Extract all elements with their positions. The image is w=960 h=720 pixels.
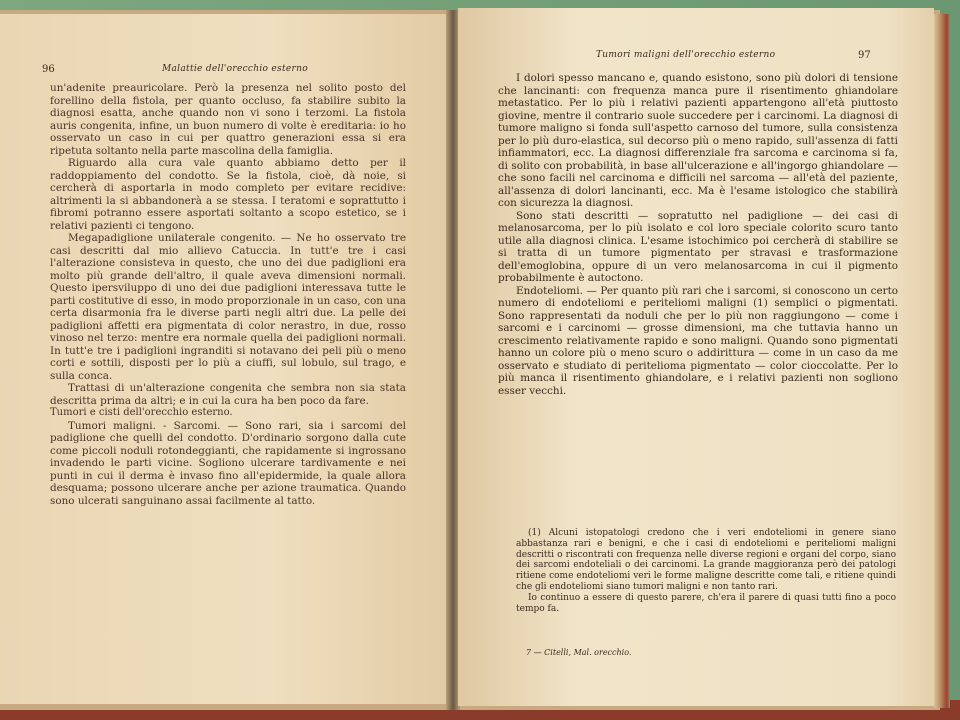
left-page-number: 96 bbox=[42, 64, 55, 75]
footnote-paragraph: Io continuo a essere di questo parere, ch'era il parere di quasi tutti fino a poco tempo fa. bbox=[516, 592, 896, 614]
book-fore-edge bbox=[934, 14, 950, 708]
right-page bbox=[458, 8, 934, 706]
paragraph: un'adenite preauricolare. Però la presenza nel solito posto del forellino della fistola, per quanto occluso, fa stabilire subito la diagnosi esatta, anche quando non vi sono i terzomi. La fistola auris congenita, infine, un buon numero di volte è ereditaria: io ho osservato un caso in cui per quattro generazioni essa si era ripetuta soltanto nella parte mascolina della famiglia. bbox=[50, 82, 406, 157]
section-title: Tumori e cisti dell'orecchio esterno. bbox=[50, 407, 233, 418]
right-page-body bbox=[498, 72, 898, 397]
paragraph: Endoteliomi. — Per quanto più rari che i sarcomi, si conoscono un certo numero di endoteliomi e periteliomi maligni (1) semplici o pigmentati. Sono rappresentati da noduli che per lo più non raggiungono — come i sarcomi e i carcinomi — grosse dimensioni, ma che tuttavia hanno un crescimento relativamente rapido e sono maligni. Quando sono pigmentati hanno un colore più o meno scuro o addirittura — come in un caso da me osservato e studiato di peritelioma pigmentato — color cioccolatte. Per lo più manca il risentimento ghiandolare, e i relativi pazienti non sogliono esser vecchi. bbox=[498, 284, 898, 397]
paragraph: Tumori maligni. - Sarcomi. — Sono rari, sia i sarcomi del padiglione che quelli del condotto. D'ordinario sorgono dalla cute come piccoli noduli rotondeggianti, che rapidamente si ingrossano invadendo le parti vicine. Sogliono ulcerare tardivamente e nei punti in cui il derma è invaso fino all'epidermide, la quale allora desquama; possono ulcerare anche per azione traumatica. Quando sono ulcerati sanguinano assai facilmente al tatto. bbox=[50, 419, 406, 507]
signature-line: 7 — Citelli, Mal. orecchio. bbox=[526, 648, 632, 657]
right-page-number: 97 bbox=[858, 50, 871, 61]
paragraph: I dolori spesso mancano e, quando esistono, sono più dolori di tensione che lancinanti: con frequenza manca pure il risentimento ghiandolare metastatico. Per lo più i relativi pazienti appartengono all'età piuttosto giovine, mentre il contrario suole succedere per i carcinomi. La diagnosi di tumore maligno si fonda sull'aspetto carnoso del tumore, sulla consistenza per lo più duro-elastica, sul decorso più o meno rapido, sull'assenza di fatti infiammatori, ecc. La diagnosi differenziale fra sarcoma e carcinoma si fa, di solito con probabilità, in base all'ulcerazione e all'ingorgo ghiandolare — che sono facili nel carcinoma e difficili nel sarcoma — all'età del paziente, all'assenza di dolori lancinanti, ecc. Ma è l'esame istologico che stabilirà con sicurezza la diagnosi. bbox=[498, 72, 898, 209]
paragraph: Megapadiglione unilaterale congenito. — Ne ho osservato tre casi descritti dal mio allievo Catuccia. In tutt'e tre i casi l'alterazione consisteva in questo, che uno dei due padiglioni era molto più grande dell'altro, il quale aveva dimensioni normali. Questo ipersviluppo di uno dei due padiglioni interessava tutte le parti costitutive di esso, in modo proporzionale in un caso, con una certa disarmonia fra le diverse parti negli altri due. La pelle dei padiglioni affetti era pigmentata di color nerastro, in due, rosso vinoso nel terzo: mentre era normale quella dei padiglioni normali. In tutt'e tre i padiglioni ingranditi si notavano dei peli più o meno corti e sottili, disposti per lo più a ciuffi, sul lobulo, sul trago, e sulla conca. bbox=[50, 232, 406, 382]
paragraph: Riguardo alla cura vale quanto abbiamo detto per il raddoppiamento del condotto. Se la fistola, cioè, dà noie, si cercherà di asportarla in modo completo per evitare recidive: altrimenti la si abbandonerà a se stessa. I teratomi e soprattutto i fibromi potranno essere asportati soltanto a scopo estetico, se i relativi pazienti ci tengono. bbox=[50, 157, 406, 232]
left-page-body bbox=[50, 82, 406, 507]
footnote bbox=[516, 528, 896, 614]
right-running-head: Tumori maligni dell'orecchio esterno bbox=[596, 50, 776, 60]
left-page bbox=[0, 14, 448, 704]
paragraph: Sono stati descritti — sopratutto nel padiglione — dei casi di melanosarcoma, per lo più isolato e col loro speciale colorito scuro tanto utile alla diagnosi clinica. L'esame istochimico poi cercherà di stabilire se si tratta di un tumore pigmentato per stravasi e trasformazione dell'emoglobina, oppure di un vero melanosarcoma in cui il pigmento probabilmente è autoctono. bbox=[498, 209, 898, 284]
left-running-head: Malattie dell'orecchio esterno bbox=[162, 64, 308, 74]
paragraph: Trattasi di un'alterazione congenita che sembra non sia stata descritta prima da altri; e in cui la cura ha ben poco da fare. bbox=[50, 382, 406, 407]
footnote-paragraph: (1) Alcuni istopatologi credono che i veri endoteliomi in genere siano abbastanza rari e benigni, e che i casi di endoteliomi e periteliomi maligni descritti o riscontrati con frequenza nelle diverse regioni e organi del corpo, siano dei sarcomi endoteliali o dei carcinomi. La grande maggioranza però dei patologi ritiene come endoteliomi veri le forme maligne descritte come tali, e ritiene quindi che gli endoteliomi siano tumori maligni e non tanto rari. bbox=[516, 528, 896, 592]
